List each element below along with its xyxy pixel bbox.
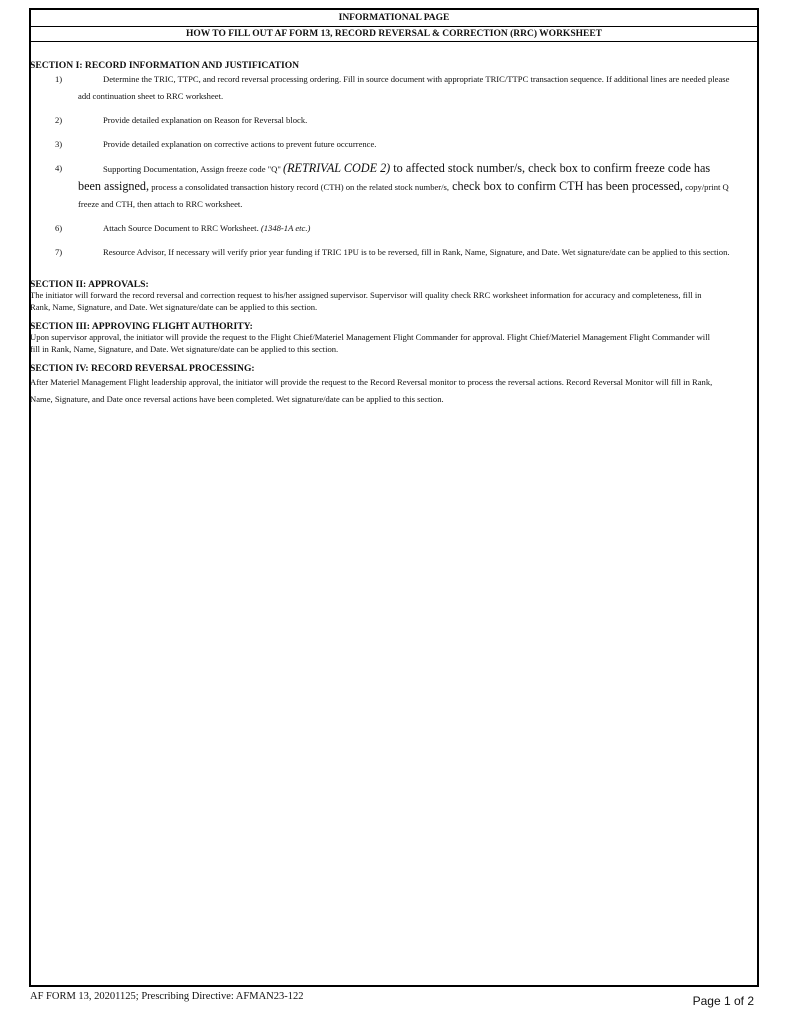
section3-heading: SECTION III: APPROVING FLIGHT AUTHORITY:: [30, 321, 253, 332]
step-text: Provide detailed explanation on corrective actions to prevent future occurrence.: [103, 139, 377, 149]
step-text-part: copy/print Q freeze and CTH, then attach to RRC worksheet.: [78, 182, 729, 209]
section1-steps: [0, 71, 745, 261]
section1-heading: SECTION I: RECORD INFORMATION AND JUSTIFICATION: [30, 60, 300, 71]
page-subtitle: HOW TO FILL OUT AF FORM 13, RECORD REVERSAL & CORRECTION (RRC) WORKSHEET: [31, 27, 757, 42]
section4-text: After Materiel Management Flight leadership approval, the initiator will provide the request to the Record Reversal monitor to process the reversal actions. Record Reversal Monitor will fill in Rank, Name, Signature, and Date once reversal actions have been completed. Wet signature/date can be applied to this section.: [30, 377, 713, 404]
step-text-part: Supporting Documentation, Assign freeze code "Q": [103, 164, 284, 174]
step-text: [78, 220, 735, 237]
document-type-text: (1348-1A etc.): [260, 223, 311, 233]
step-text: Determine the TRIC, TTPC, and record reversal processing ordering. Fill in source document with appropriate TRIC/TTPC transaction sequence. If additional lines are needed please add continuation sheet to RRC worksheet.: [78, 74, 730, 101]
step-text: Provide detailed explanation on Reason for Reversal block.: [103, 115, 308, 125]
step-number: 7): [55, 247, 63, 257]
step-number: 4): [55, 163, 63, 173]
step-number: 1): [55, 74, 63, 84]
form-identifier: AF FORM 13, 20201125; Prescribing Directive: AFMAN23-122: [30, 991, 304, 1002]
step-text-part: to affected stock number/s, check box to confirm freeze code has been assigned,: [78, 161, 711, 193]
section2: [0, 279, 745, 313]
step-4: [0, 160, 745, 213]
step-2: [0, 112, 745, 129]
section2-text: The initiator will forward the record reversal and correction request to his/her assigned supervisor. Supervisor will quality check RRC worksheet information for accuracy and completeness, fill in Rank, Name, Signature, and Date. Wet signature/date can be applied to this section.: [30, 290, 702, 312]
step-7: [0, 244, 745, 261]
step-number: 2): [55, 115, 63, 125]
step-text: Resource Advisor, If necessary will verify prior year funding if TRIC 1PU is to be reversed, fill in Rank, Name, Signature, and Date. Wet signature/date can be applied to this section.: [103, 247, 730, 257]
step-text-part: Attach Source Document to RRC Worksheet.: [103, 223, 261, 233]
section3: [0, 321, 745, 355]
step-6: [0, 220, 745, 237]
page-number: Page 1 of 2: [692, 994, 754, 1008]
page-title: INFORMATIONAL PAGE: [31, 10, 757, 27]
step-text: [78, 160, 735, 213]
step-text-part: check box to confirm CTH has been processed,: [449, 179, 683, 193]
section4-heading: SECTION IV: RECORD REVERSAL PROCESSING:: [30, 363, 255, 374]
section4: [0, 363, 745, 408]
step-number: 3): [55, 139, 63, 149]
step-1: [0, 71, 745, 105]
section3-text: Upon supervisor approval, the initiator will provide the request to the Flight Chief/Materiel Management Flight Commander for approval. Flight Chief/Materiel Management Flight Commander will fill in Rank, Name, Signature, and Date. Wet signature/date can be applied to this section.: [30, 332, 710, 354]
step-text-part: process a consolidated transaction history record (CTH) on the related stock number/s,: [149, 182, 450, 192]
instructions-content: [0, 55, 745, 408]
step-3: [0, 136, 745, 153]
section2-heading: SECTION II: APPROVALS:: [30, 279, 149, 290]
retrieval-code-text: (RETRIVAL CODE 2): [283, 161, 391, 175]
step-number: 6): [55, 223, 63, 233]
